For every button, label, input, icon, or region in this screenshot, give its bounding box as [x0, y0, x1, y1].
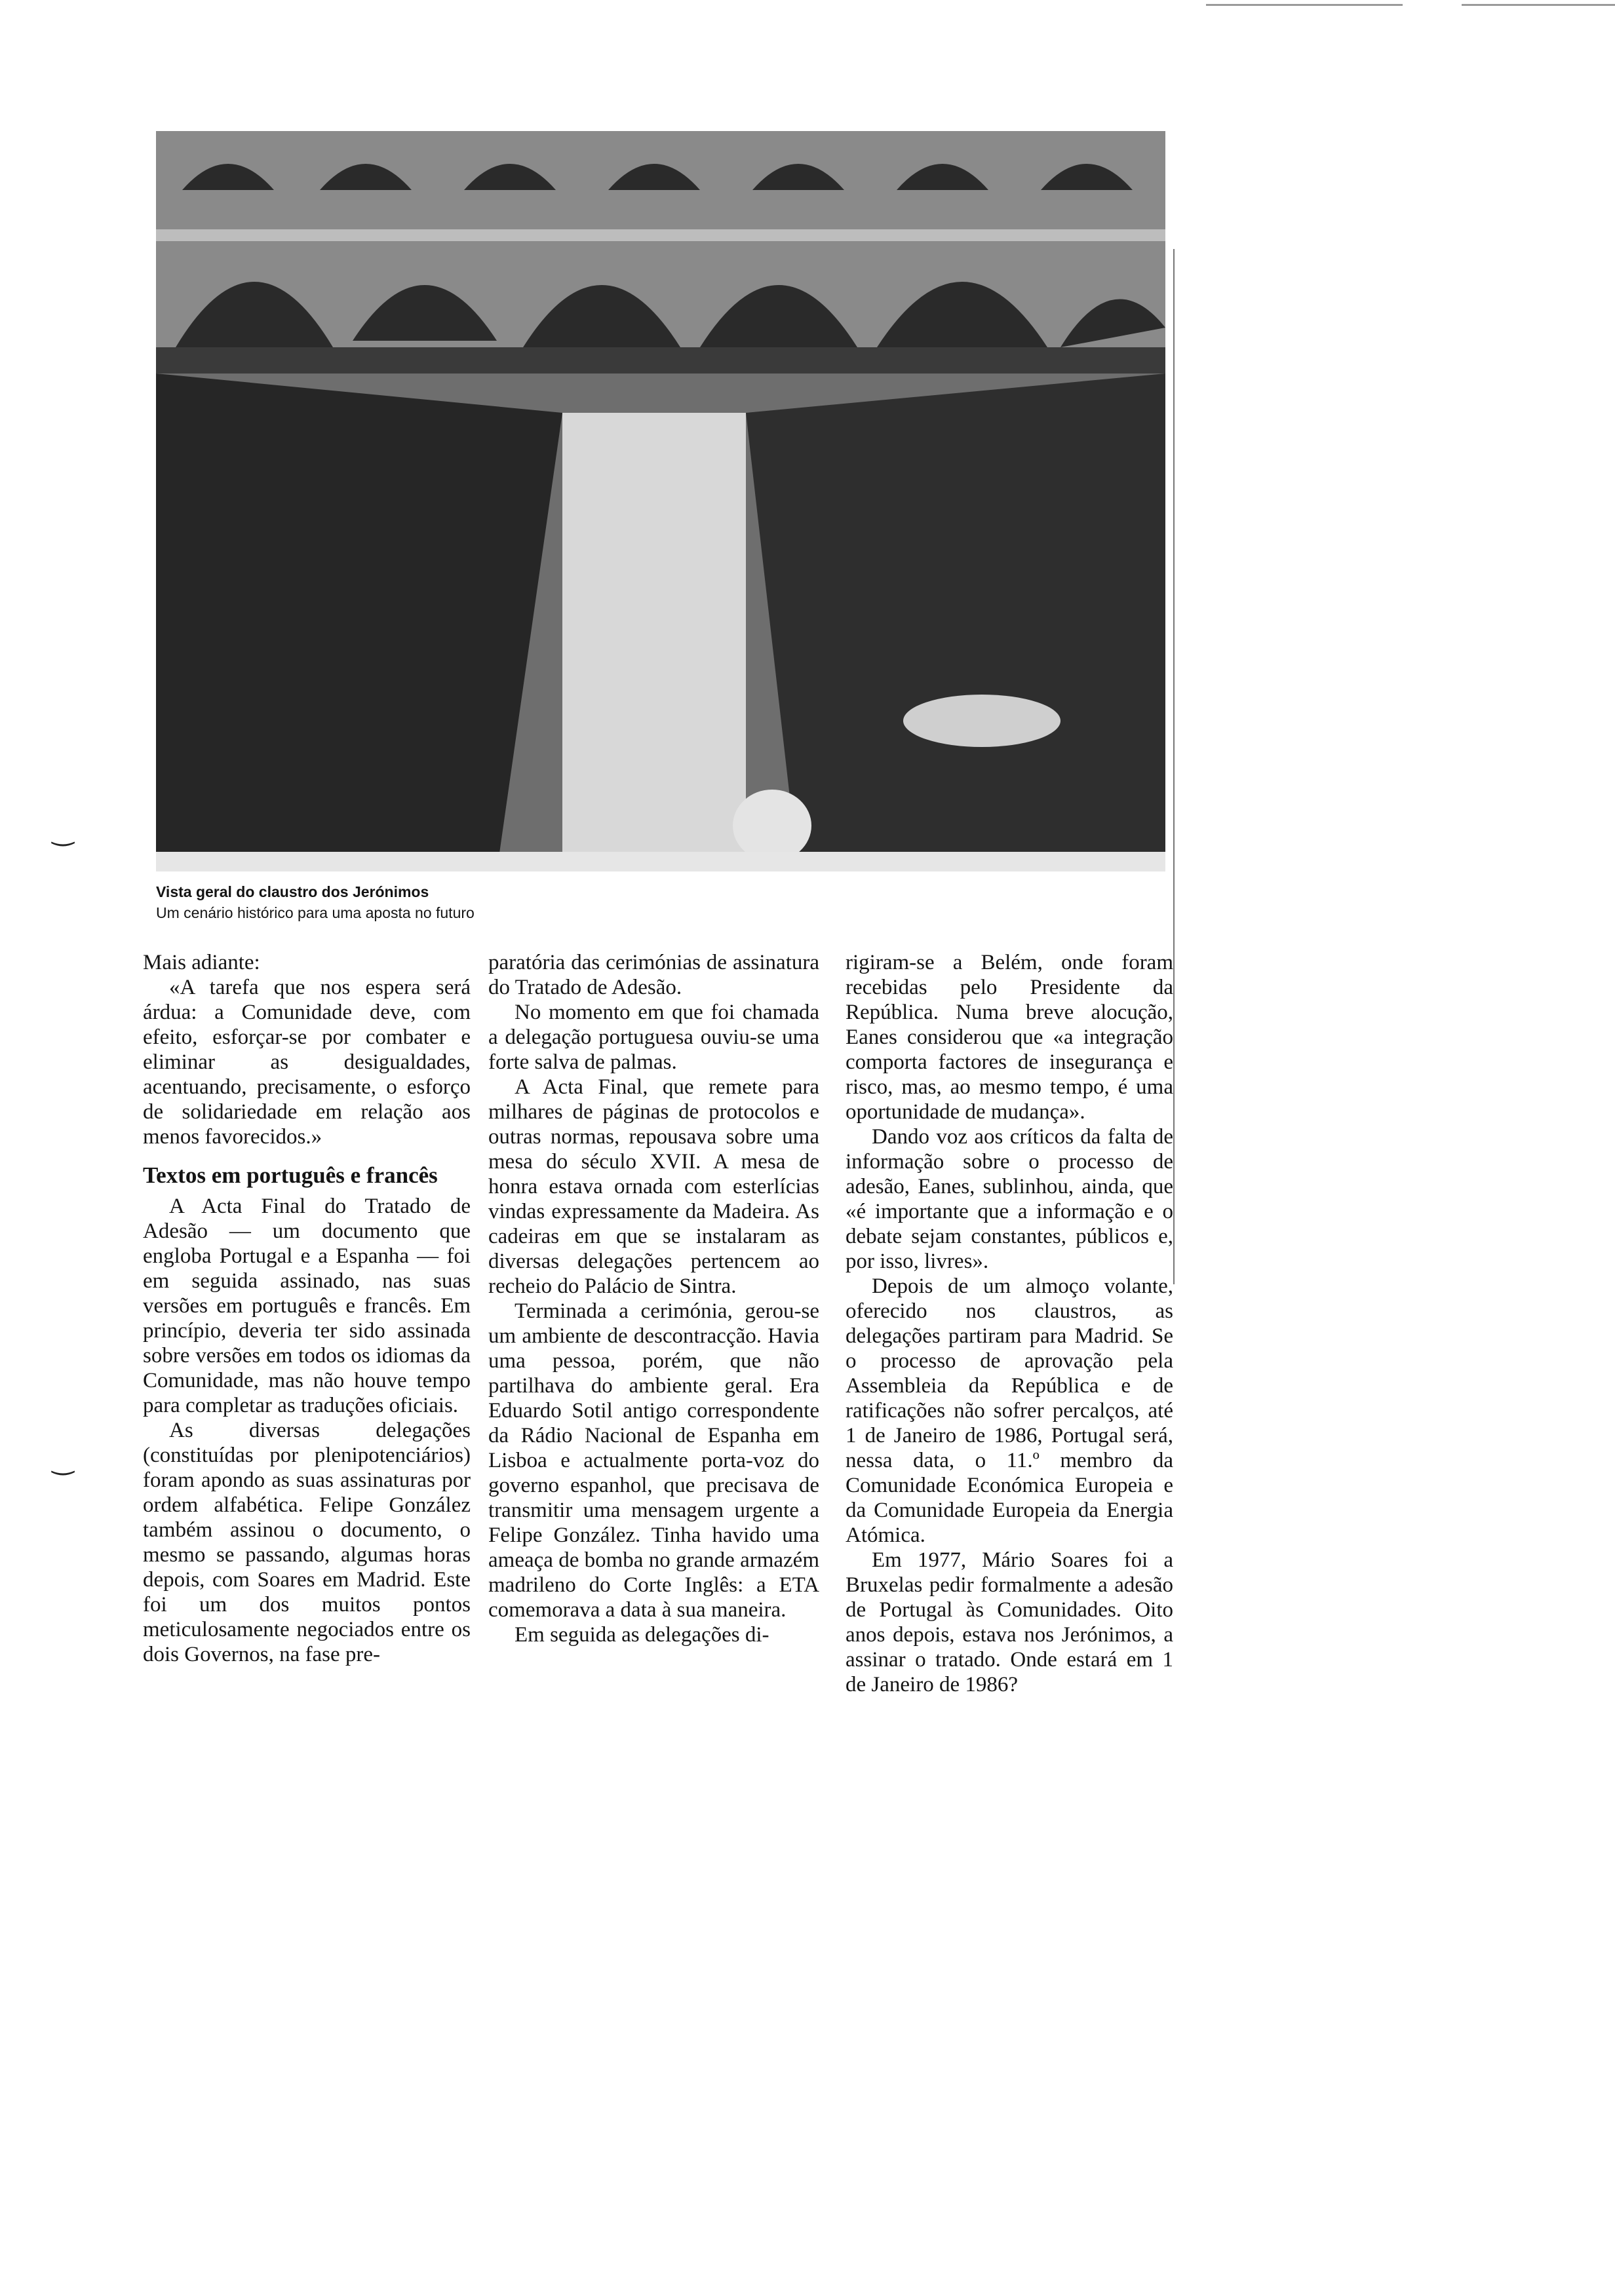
caption-subtitle: Um cenário histórico para uma aposta no futuro: [156, 904, 475, 921]
paragraph: Dando voz aos críticos da falta de informação sobre o processo de adesão, Eanes, sublinhou, ainda, que «é importante que a informação e o debate sejam constantes, públicos e, por isso, livres».: [846, 1125, 1173, 1273]
article-column-3: [846, 950, 1173, 1697]
top-rule: [1206, 4, 1403, 6]
paragraph: paratória das cerimónias de assinatura do Tratado de Adesão.: [488, 951, 819, 999]
punch-mark: ‿: [52, 1445, 74, 1475]
cloister-photo: [156, 131, 1165, 871]
paragraph: Mais adiante:: [143, 951, 260, 974]
paragraph: «A tarefa que nos espera será árdua: a Comunidade deve, com efeito, esforçar-se por combater e eliminar as desigualdades, acentuando, precisamente, o esforço de solidariedade em relação aos menos favorecidos.»: [143, 976, 471, 1149]
paragraph: A Acta Final, que remete para milhares de páginas de protocolos e outras normas, repousava sobre uma mesa do século XVII. A mesa de honra estava ornada com esterlícias vindas expressamente da Madeira. As cadeiras em que se instalaram as diversas delegações pertencem ao recheio do Palácio de Sintra.: [488, 1075, 819, 1298]
section-heading: Textos em português e francês: [143, 1162, 438, 1188]
caption-title: Vista geral do claustro dos Jerónimos: [156, 883, 429, 900]
paragraph: Terminada a cerimónia, gerou-se um ambiente de descontracção. Havia uma pessoa, porém, que não partilhava do ambiente geral. Era Eduardo Sotil antigo correspondente da Rádio Nacional de Espanha em Lisboa e actualmente porta-voz do governo espanhol, que precisava de transmitir uma mensagem urgente a Felipe González. Tinha havido uma ameaça de bomba no grande armazém madrileno do Corte Inglês: a ETA comemorava a data à sua maneira.: [488, 1299, 819, 1622]
scan-edge-line: [1173, 249, 1175, 1284]
top-rule-right: [1462, 4, 1615, 6]
article-column-1: [143, 950, 471, 1667]
paragraph: Em 1977, Mário Soares foi a Bruxelas pedir formalmente a adesão de Portugal às Comunidades. Oito anos depois, estava nos Jerónimos, a assinar o tratado. Onde estará em 1 de Janeiro de 1986?: [846, 1548, 1173, 1696]
punch-mark: ‿: [52, 816, 74, 846]
photo-caption: [156, 881, 811, 923]
paragraph: Em seguida as delegações di-: [515, 1623, 769, 1647]
paragraph: As diversas delegações (constituídas por plenipotenciários) foram apondo as suas assinaturas por ordem alfabética. Felipe González também assinou o documento, o mesmo se passando, algumas horas depois, com Soares em Madrid. Este foi um dos muitos pontos meticulosamente negociados entre os dois Governos, na fase pre-: [143, 1419, 471, 1666]
cloister-photo-image: [156, 131, 1165, 871]
paragraph: A Acta Final do Tratado de Adesão — um documento que engloba Portugal e a Espanha — foi em seguida assinado, nas suas versões em português e francês. Em princípio, deveria ter sido assinada sobre versões em todos os idiomas da Comunidade, mas não houve tempo para completar as traduções oficiais.: [143, 1195, 471, 1417]
paragraph: Depois de um almoço volante, oferecido nos claustros, as delegações partiram para Madrid. Se o processo de aprovação pela Assembleia da República e de ratificações não sofrer percalços, até 1 de Janeiro de 1986, Portugal será, nessa data, o 11.º membro da Comunidade Económica Europeia e da Comunidade Europeia da Energia Atómica.: [846, 1274, 1173, 1547]
paragraph: No momento em que foi chamada a delegação portuguesa ouviu-se uma forte salva de palmas.: [488, 1001, 819, 1074]
paragraph: rigiram-se a Belém, onde foram recebidas pelo Presidente da República. Numa breve alocução, Eanes considerou que «a integração comporta factores de insegurança e risco, mas, ao mesmo tempo, é uma oportunidade de mudança».: [846, 951, 1173, 1124]
article-column-2: [488, 950, 819, 1647]
